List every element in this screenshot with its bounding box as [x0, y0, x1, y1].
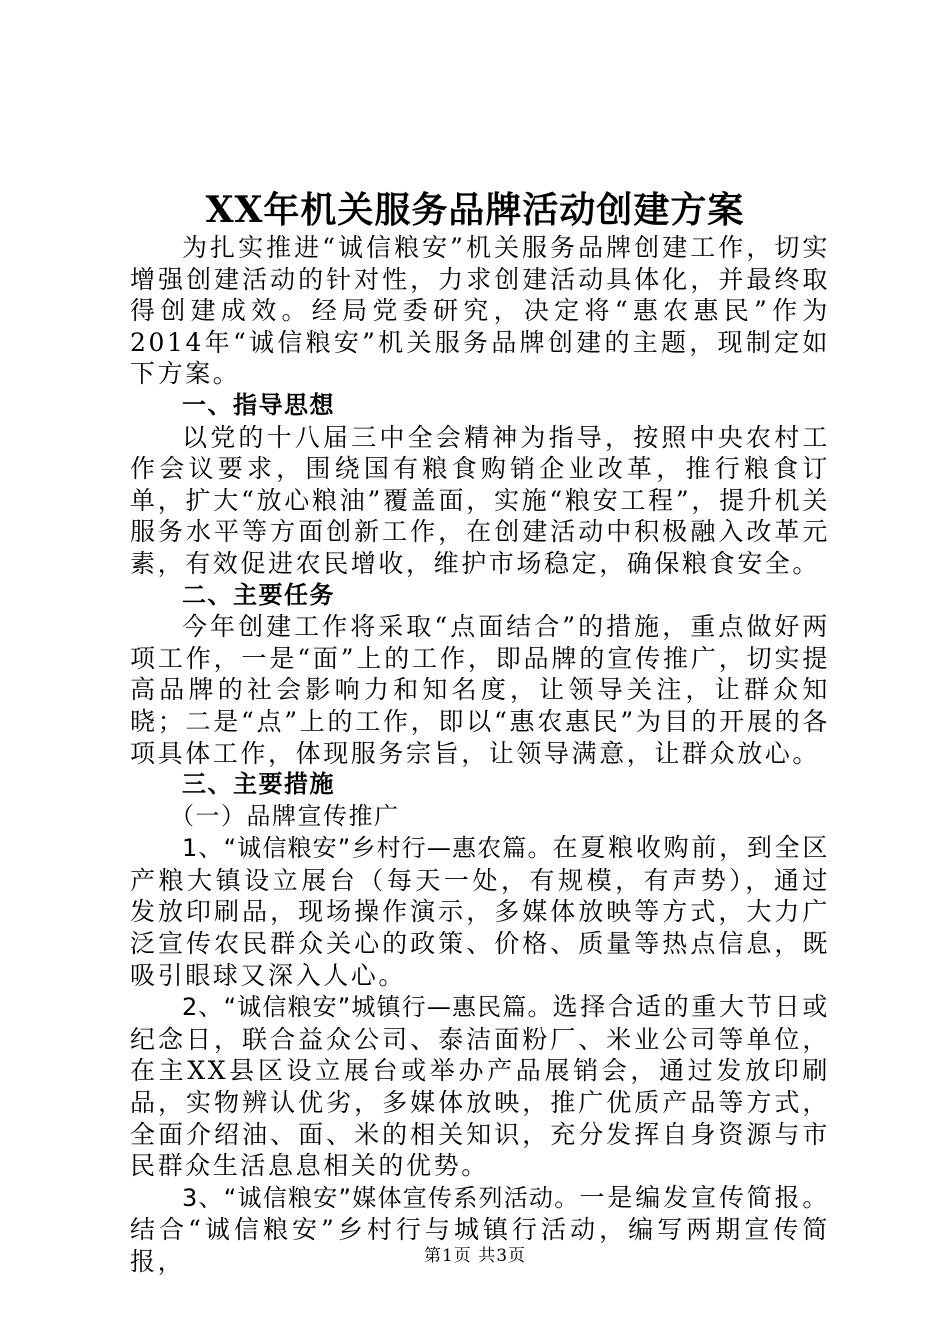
measure-item [130, 991, 830, 1182]
section-heading-guiding-ideology: 一、指导思想 [182, 390, 335, 419]
measure-item-lead: 3、“诚信粮安”媒体宣传系列活动。 [182, 1183, 580, 1212]
measure-item-lead: 1、“诚信粮安”乡村行—惠农篇。 [182, 834, 553, 863]
section-heading-main-measures: 三、主要措施 [182, 770, 335, 799]
measure-item-text: 在夏粮收购前，到全区产粮大镇设立展台（每天一处，有规模，有声势），通过发放印刷品，现场操作演示，多媒体放映等方式，大力广泛宣传农民群众关心的政策、价格、质量等热点信息，既吸引眼球又深入人心。 [130, 833, 830, 990]
measure-item-text: 选择合适的重大节日或纪念日，联合益众公司、泰洁面粉厂、米业公司等单位，在主XX县区设立展台或举办产品展销会，通过发放印刷品，实物辨认优劣，多媒体放映，推广优质产品等方式，全面介绍油、面、米的相关知识，充分发挥自身资源与市民群众生活息息相关的优势。 [130, 992, 830, 1181]
intro-paragraph: 为扎实推进“诚信粮安”机关服务品牌创建工作，切实增强创建活动的针对性，力求创建活动具体化，并最终取得创建成效。经局党委研究，决定将“惠农惠民”作为2014年“诚信粮安”机关服务品牌创建的主题，现制定如下方案。 [130, 233, 830, 389]
section-heading-main-tasks: 二、主要任务 [182, 580, 335, 609]
section-text-main-tasks: 今年创建工作将采取“点面结合”的措施，重点做好两项工作，一是“面”上的工作，即品牌的宣传推广，切实提高品牌的社会影响力和知名度，让领导关注，让群众知晓；二是“点”上的工作，即以“惠农惠民”为目的开展的各项具体工作，体现服务宗旨，让领导满意，让群众放心。 [130, 612, 830, 768]
measure-item-text: 一是编发宣传简报。结合“诚信粮安”乡村行与城镇行活动，编写两期宣传简报， [130, 1182, 830, 1276]
page-footer: 第1页 共3页 [423, 1246, 527, 1266]
document-title: XX年机关服务品牌活动创建方案 [205, 189, 745, 231]
subsection-heading-brand-promotion: （一）品牌宣传推广 [170, 801, 400, 830]
measure-item-lead: 2、“诚信粮安”城镇行—惠民篇。 [182, 993, 553, 1022]
section-text-guiding-ideology: 以党的十八届三中全会精神为指导，按照中央农村工作会议要求，围绕国有粮食购销企业改革，推行粮食订单，扩大“放心粮油”覆盖面，实施“粮安工程”，提升机关服务水平等方面创新工作，在创建活动中积极融入改革元素，有效促进农民增收，维护市场稳定，确保粮食安全。 [130, 422, 830, 578]
measure-item [130, 832, 830, 991]
document-body [130, 232, 830, 1278]
